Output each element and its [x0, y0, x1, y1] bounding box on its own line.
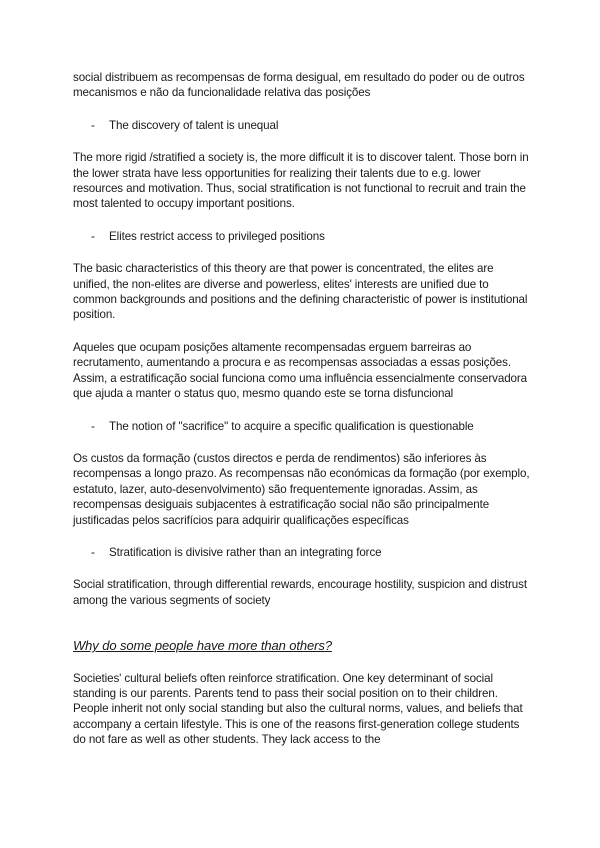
paragraph: Aqueles que ocupam posições altamente recompensadas erguem barreiras ao recrutamento, aumentando a procura e as recompensas associadas a essas posições. Assim, a estratificação social funciona como uma influência essencialmente conservadora que ajuda a manter o status quo, mesmo quando este se torna disfuncional — [73, 340, 527, 401]
bullet-dash: - — [91, 419, 95, 433]
paragraph: The basic characteristics of this theory are that power is concentrated, the elites are unified, the non-elites are diverse and powerless, elites' interests are unified due to common backgrounds and positions and the defining characteristic of power is institutional position. — [73, 262, 528, 322]
heading-question-mark: ? — [324, 638, 332, 654]
paragraph: Societies' cultural beliefs often reinforce stratification. One key determinant of social standing is our parents. Parents tend to pass their social position on to their children. People inherit not only social standing but also the cultural norms, values, and beliefs that accompany a certain lifestyle. This is one of the reasons first-generation college students do not fare as well as other students. They lack access to the — [73, 671, 523, 747]
bullet-item — [73, 118, 533, 133]
bullet-text: Stratification is divisive rather than an integrating force — [109, 545, 382, 559]
bullet-dash: - — [91, 118, 95, 132]
bullet-text: Elites restrict access to privileged positions — [109, 229, 325, 243]
bullet-dash: - — [91, 229, 95, 243]
bullet-dash: - — [91, 545, 95, 559]
bullet-item — [73, 419, 533, 434]
paragraph: Social stratification, through differential rewards, encourage hostility, suspicion and distrust among the various segments of society — [73, 578, 527, 607]
section-heading — [73, 638, 533, 653]
heading-text: Why do some people have more than others — [73, 638, 325, 654]
paragraph: The more rigid /stratified a society is, the more difficult it is to discover talent. Those born in the lower strata have less opportunities for realizing their talents due to e.g. lower resources and motivation. Thus, social stratification is not functional to recruit and train the most talented to occupy important positions. — [73, 151, 529, 211]
bullet-text: The discovery of talent is unequal — [109, 118, 279, 132]
bullet-item — [73, 545, 533, 560]
bullet-text: The notion of "sacrifice" to acquire a specific qualification is questionable — [109, 419, 474, 433]
paragraph: Os custos da formação (custos directos e perda de rendimentos) são inferiores às recompensas a longo prazo. As recompensas não económicas da formação (por exemplo, estatuto, lazer, auto-desenvolvimento) são frequentemente ignoradas. Assim, as recompensas desiguais subjacentes à estratificação social não são principalmente justificadas pelos sacrifícios para adquirir qualificações específicas — [73, 451, 530, 527]
bullet-item — [73, 229, 533, 244]
document-page — [73, 70, 533, 765]
paragraph-intro: social distribuem as recompensas de forma desigual, em resultado do poder ou de outros mecanismos e não da funcionalidade relativa das posições — [73, 71, 525, 100]
